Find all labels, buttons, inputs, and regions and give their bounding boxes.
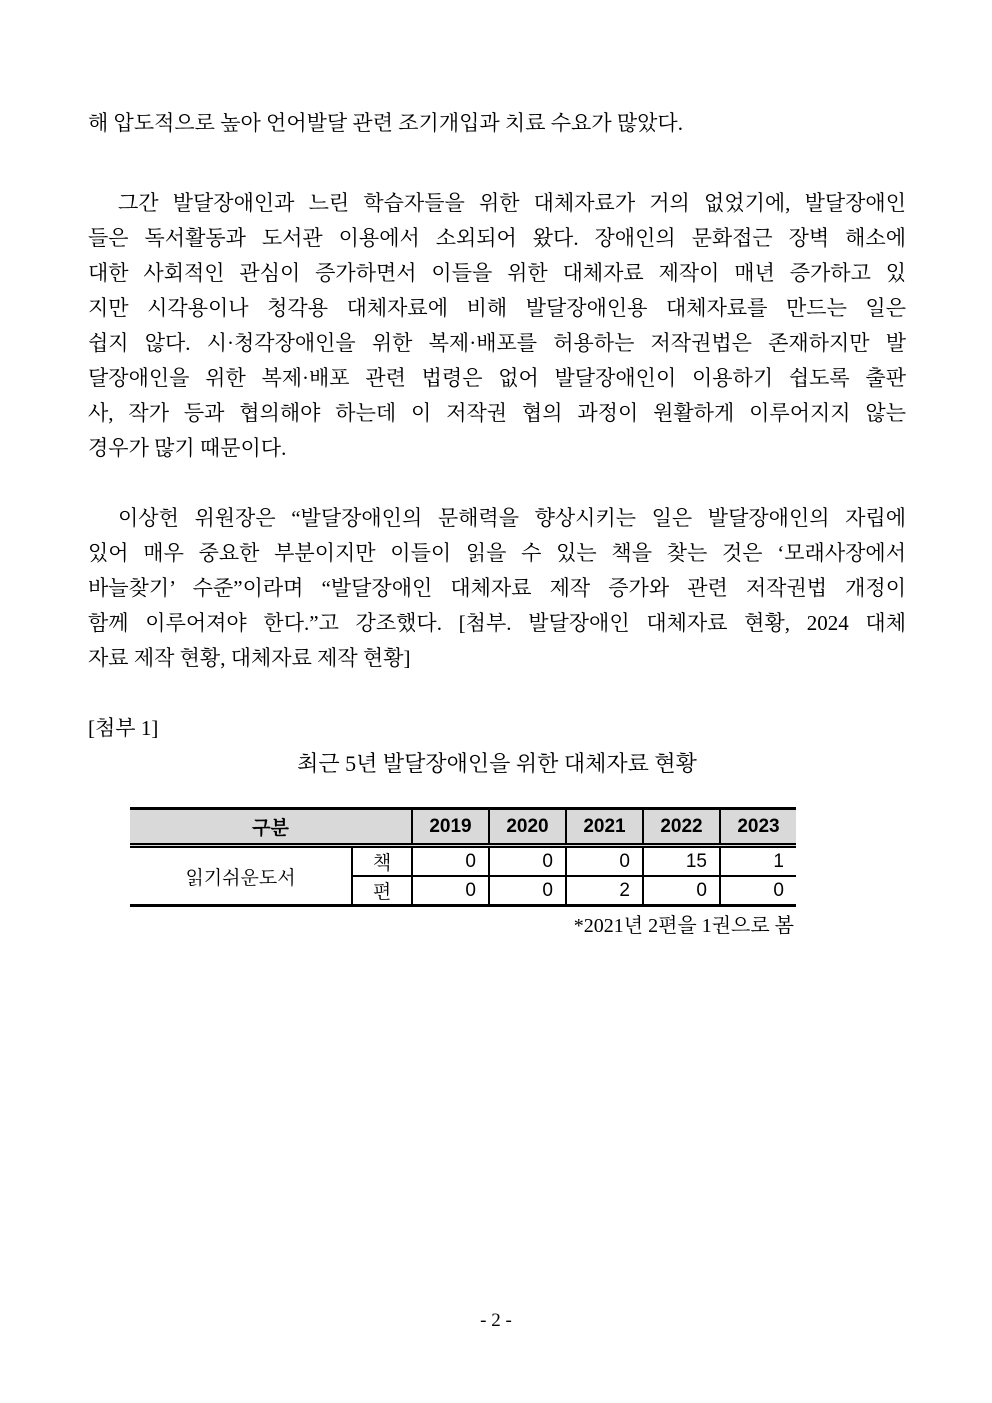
cell-group-name: 읽기쉬운도서	[185, 867, 296, 889]
header-cell-year: 2019	[412, 809, 489, 846]
cell-value: 0	[412, 876, 489, 906]
cell-unit: 편	[352, 876, 412, 906]
body-text-line: 지만 시각용이나 청각용 대체자료에 비해 발달장애인용 대체자료를 만드는 일은	[88, 296, 906, 320]
document-content	[88, 106, 906, 940]
table-header-row	[130, 809, 796, 846]
paragraph-continued	[88, 106, 906, 141]
body-text-line: 있어 매우 중요한 부분이지만 이들이 읽을 수 있는 책을 찾는 것은 ‘모래사장에서	[88, 541, 906, 565]
cell-unit: 책	[352, 846, 412, 877]
attachment-label: [첨부 1]	[88, 716, 159, 740]
paragraph-quote	[88, 501, 906, 676]
cell-value: 0	[566, 846, 643, 877]
table-title: 최근 5년 발달장애인을 위한 대체자료 현황	[297, 751, 697, 776]
cell-value: 0	[412, 846, 489, 877]
header-cell-year: 2022	[643, 809, 720, 846]
cell-value: 0	[720, 876, 796, 906]
table-footnote: *2021년 2편을 1권으로 봄	[573, 915, 794, 937]
body-text-line: 사, 작가 등과 협의해야 하는데 이 저작권 협의 과정이 원활하게 이루어지지 않는	[88, 401, 906, 425]
cell-value: 15	[643, 846, 720, 877]
header-cell-year: 2023	[720, 809, 796, 846]
body-text-line: 바늘찾기’ 수준”이라며 “발달장애인 대체자료 제작 증가와 관련 저작권법 개정이	[88, 576, 906, 600]
cell-value: 1	[720, 846, 796, 877]
header-cell-year: 2021	[566, 809, 643, 846]
body-text-line: 해 압도적으로 높아 언어발달 관련 조기개입과 치료 수요가 많았다.	[88, 111, 683, 135]
statistics-table-wrapper	[130, 807, 796, 940]
body-text-line: 함께 이루어져야 한다.”고 강조했다. [첨부. 발달장애인 대체자료 현황, 2024 대체	[88, 611, 906, 635]
body-text-line: 자료 제작 현황, 대체자료 제작 현황]	[88, 646, 411, 670]
page-number: - 2 -	[480, 1310, 512, 1331]
body-text-line: 쉽지 않다. 시·청각장애인을 위한 복제·배포를 허용하는 저작권법은 존재하지만 발	[88, 331, 906, 355]
header-cell-year: 2020	[489, 809, 566, 846]
paragraph-body-1	[88, 186, 906, 466]
cell-value: 0	[489, 876, 566, 906]
body-text-line: 달장애인을 위한 복제·배포 관련 법령은 없어 발달장애인이 이용하기 쉽도록 출판	[88, 366, 906, 390]
body-text-line: 경우가 많기 때문이다.	[88, 436, 287, 460]
body-text-line: 그간 발달장애인과 느린 학습자들을 위한 대체자료가 거의 없었기에, 발달장애인	[118, 191, 906, 215]
statistics-table	[130, 807, 796, 907]
body-text-line: 이상헌 위원장은 “발달장애인의 문해력을 향상시키는 일은 발달장애인의 자립에	[118, 506, 906, 530]
cell-value: 0	[643, 876, 720, 906]
table-row	[130, 846, 796, 877]
body-text-line: 들은 독서활동과 도서관 이용에서 소외되어 왔다. 장애인의 문화접근 장벽 해소에	[88, 226, 906, 250]
body-text-line: 대한 사회적인 관심이 증가하면서 이들을 위한 대체자료 제작이 매년 증가하고 있	[88, 261, 906, 285]
cell-value: 0	[489, 846, 566, 877]
header-cell-category: 구분	[130, 809, 412, 846]
cell-value: 2	[566, 876, 643, 906]
